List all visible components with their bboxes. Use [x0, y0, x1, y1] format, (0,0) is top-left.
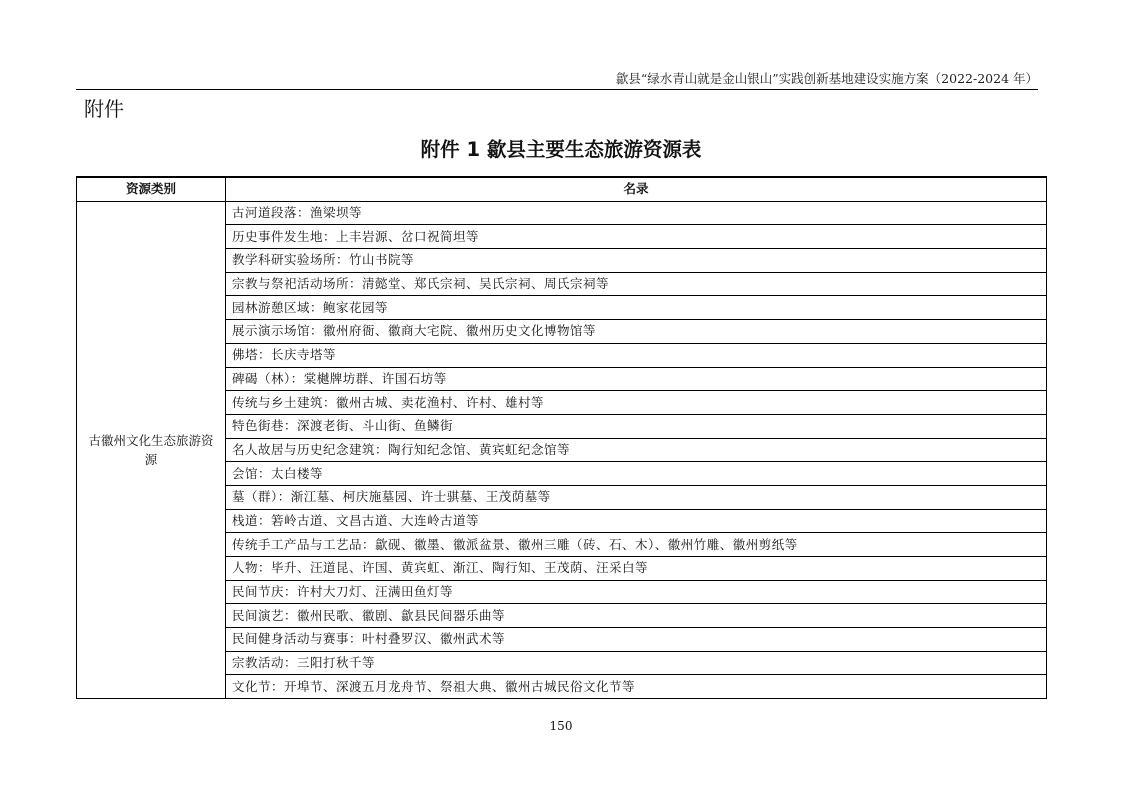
resource-item-cell: 文化节：开埠节、深渡五月龙舟节、祭祖大典、徽州古城民俗文化节等 — [226, 675, 1047, 699]
table-row — [77, 201, 1047, 225]
resource-item-cell: 人物：毕升、汪道昆、许国、黄宾虹、渐江、陶行知、王茂荫、汪采白等 — [226, 557, 1047, 581]
resource-item-cell: 传统手工产品与工艺品：歙砚、徽墨、徽派盆景、徽州三雕（砖、石、木）、徽州竹雕、徽州剪纸等 — [226, 533, 1047, 557]
resource-item-cell: 古河道段落：渔梁坝等 — [226, 201, 1047, 225]
column-header-items: 名录 — [226, 177, 1047, 201]
resource-item-cell: 园林游憩区域：鲍家花园等 — [226, 296, 1047, 320]
document-title: 附件 1 歙县主要生态旅游资源表 — [420, 138, 702, 161]
resource-item-cell: 佛塔：长庆寺塔等 — [226, 343, 1047, 367]
resource-table — [76, 176, 1047, 699]
page-number: 150 — [549, 719, 573, 733]
running-header: 歙县“绿水青山就是金山银山”实践创新基地建设实施方案（2022-2024 年） — [615, 71, 1038, 86]
resource-item-cell: 特色街巷：深渡老街、斗山街、鱼鳞街 — [226, 414, 1047, 438]
table-body — [77, 201, 1047, 698]
resource-item-cell: 栈道：箬岭古道、文昌古道、大连岭古道等 — [226, 509, 1047, 533]
resource-item-cell: 历史事件发生地：上丰岩源、岔口祝简坦等 — [226, 225, 1047, 249]
resource-item-cell: 民间健身活动与赛事：叶村叠罗汉、徽州武术等 — [226, 628, 1047, 652]
resource-item-cell: 名人故居与历史纪念建筑：陶行知纪念馆、黄宾虹纪念馆等 — [226, 438, 1047, 462]
resource-item-cell: 民间节庆：许村大刀灯、汪满田鱼灯等 — [226, 580, 1047, 604]
column-header-category: 资源类别 — [77, 177, 226, 201]
annex-label: 附件 — [84, 97, 124, 121]
resource-item-cell: 展示演示场馆：徽州府衙、徽商大宅院、徽州历史文化博物馆等 — [226, 320, 1047, 344]
resource-item-cell: 碑碣（林）：棠樾牌坊群、许国石坊等 — [226, 367, 1047, 391]
table-header-row — [77, 177, 1047, 201]
resource-item-cell: 宗教活动：三阳打秋千等 — [226, 651, 1047, 675]
resource-item-cell: 教学科研实验场所：竹山书院等 — [226, 249, 1047, 273]
header-rule — [76, 89, 1038, 90]
resource-item-cell: 墓（群）：渐江墓、柯庆施墓园、许士骐墓、王茂荫墓等 — [226, 485, 1047, 509]
resource-item-cell: 民间演艺：徽州民歌、徽剧、歙县民间器乐曲等 — [226, 604, 1047, 628]
category-cell: 古徽州文化生态旅游资源 — [77, 201, 226, 698]
resource-item-cell: 传统与乡土建筑：徽州古城、卖花渔村、许村、雄村等 — [226, 391, 1047, 415]
resource-item-cell: 宗教与祭祀活动场所：清懿堂、郑氏宗祠、吴氏宗祠、周氏宗祠等 — [226, 272, 1047, 296]
resource-item-cell: 会馆：太白楼等 — [226, 462, 1047, 486]
